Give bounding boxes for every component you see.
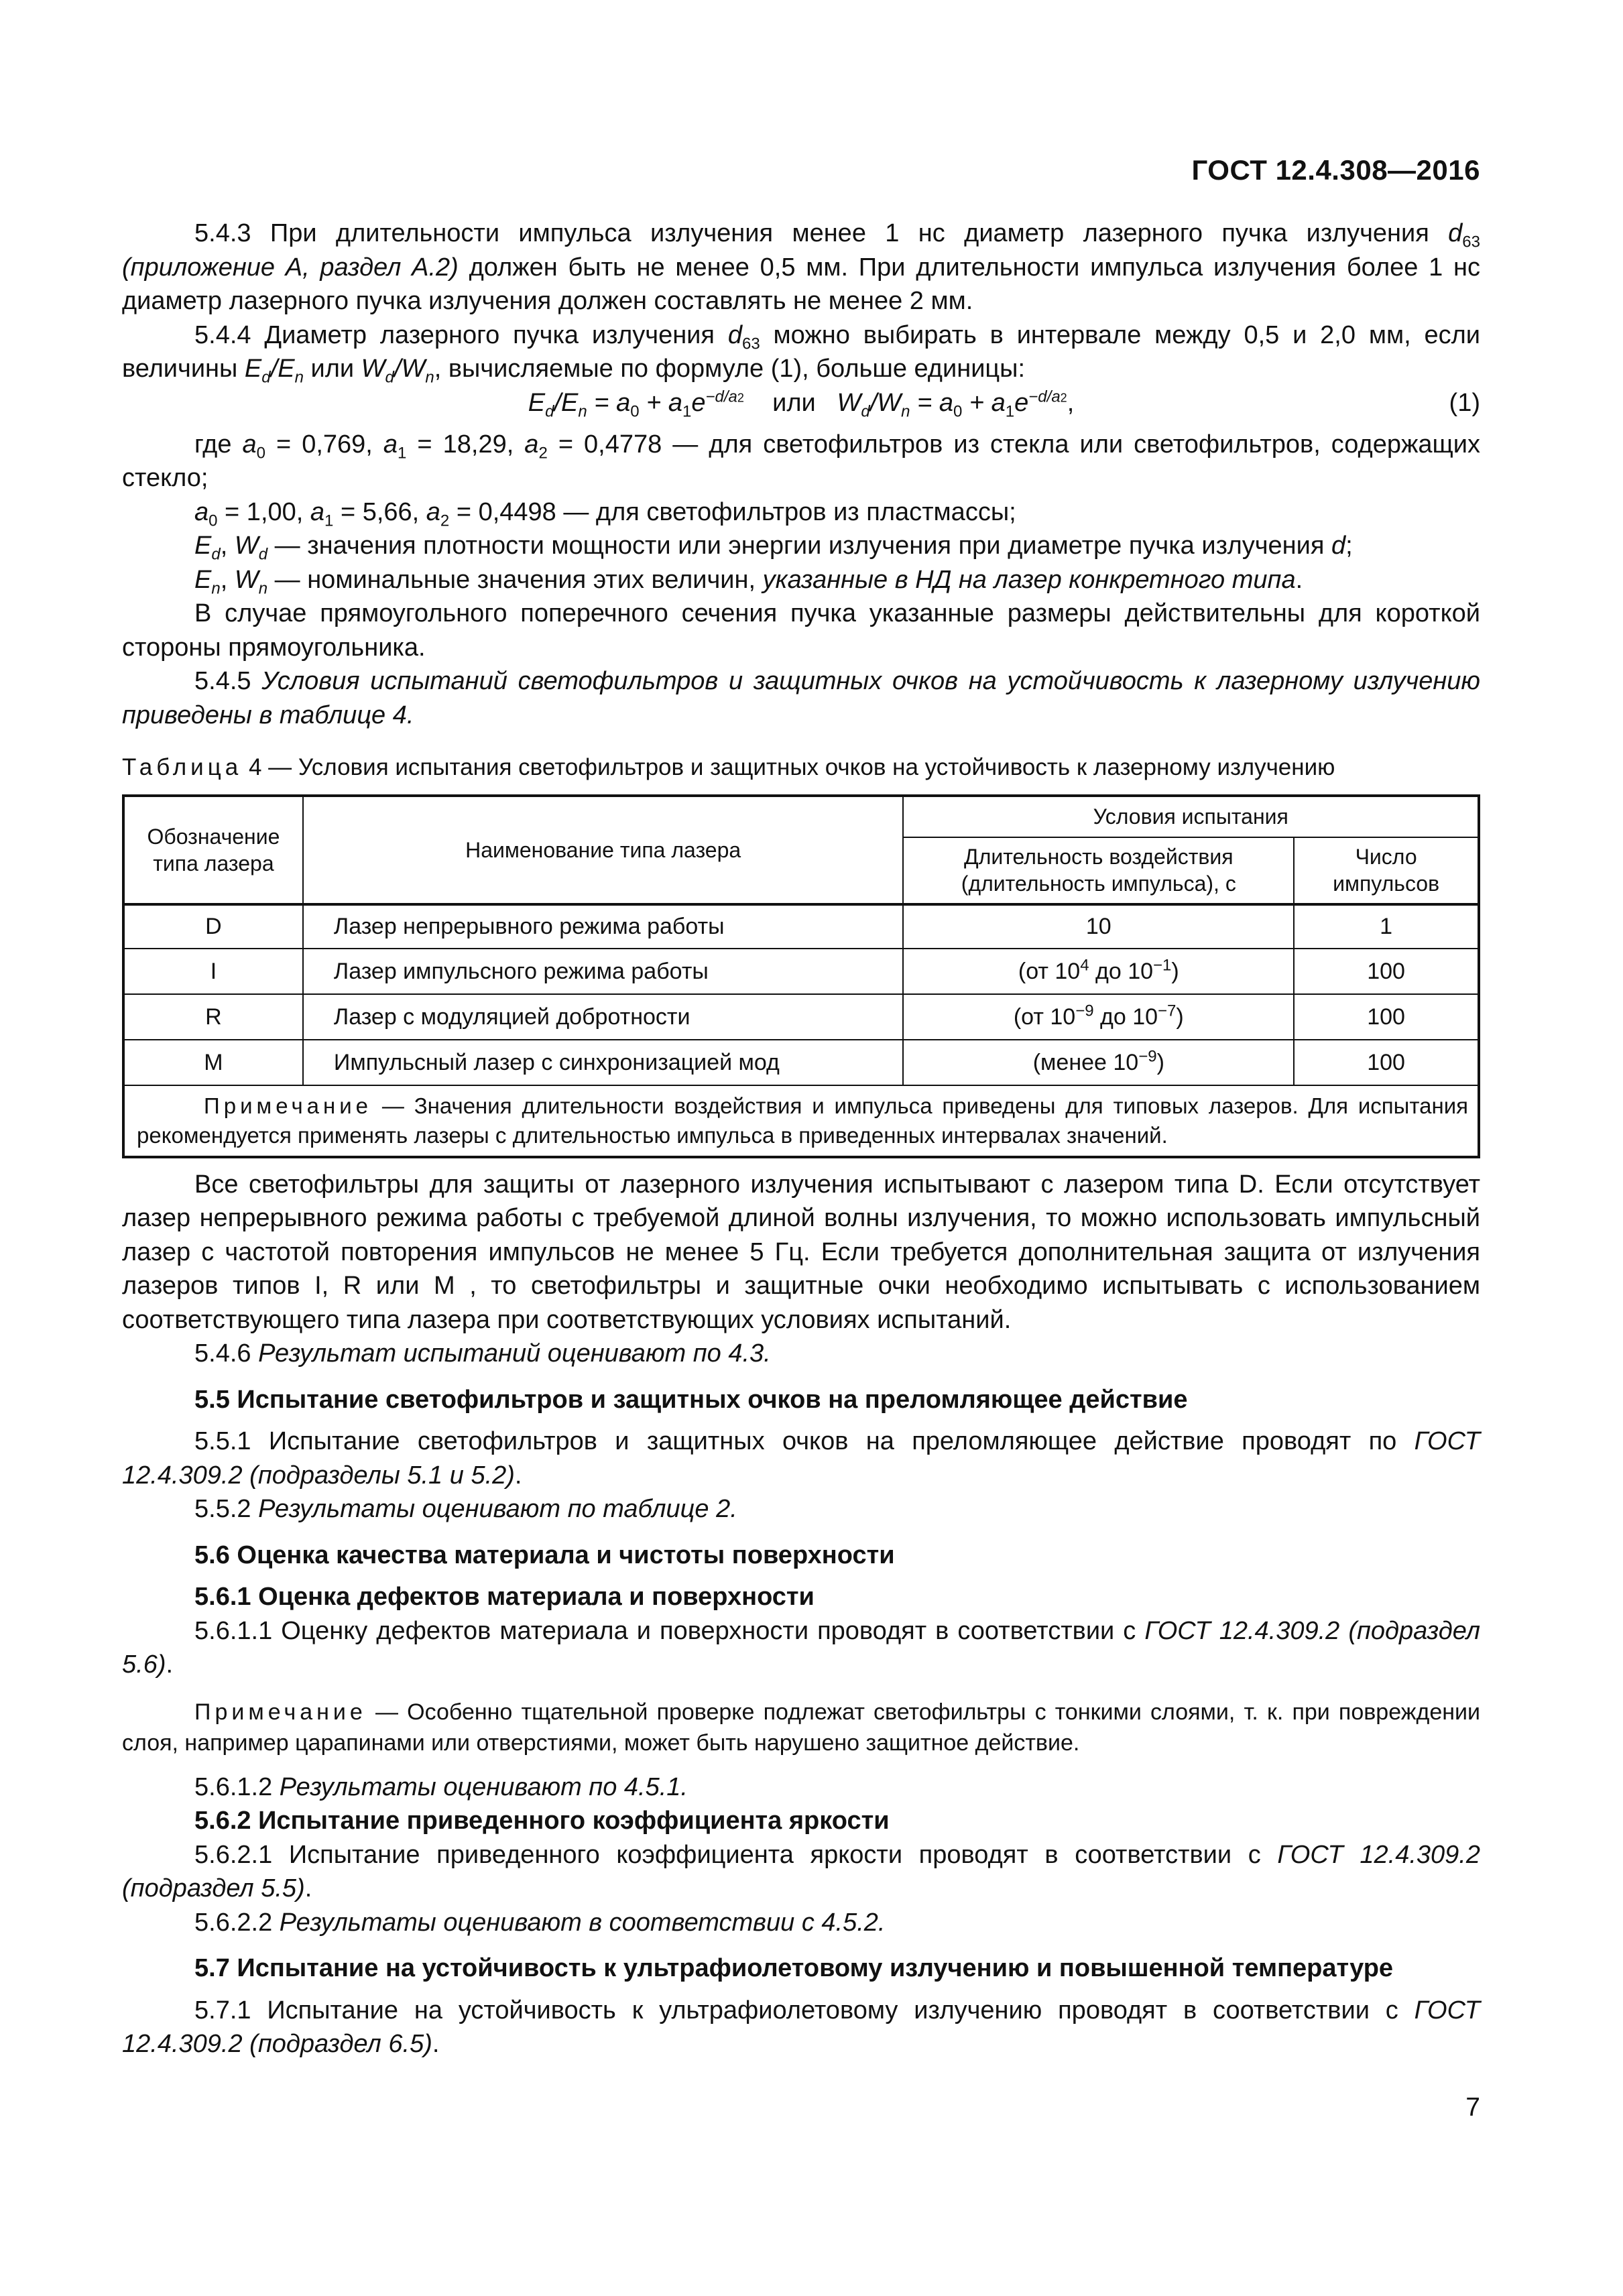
formula-number: (1)	[1449, 388, 1480, 417]
note-5-6-1: Примечание — Особенно тщательной проверке подлежат светофильтры с тонкими слоями, т. к. при повреждении слоя, например царапинами или отверстиями, может быть нарушено защитное действие.	[122, 1699, 1480, 1756]
page-number: 7	[1465, 2093, 1480, 2122]
paragraph-5-4-5: 5.4.5 Условия испытаний светофильтров и защитных очков на устойчивость к лазерному излучению приведены в таблице 4.	[122, 667, 1481, 729]
table-row: I Лазер импульсного режима работы (от $10^4$ до $10^{-1}$) 100	[123, 949, 1479, 994]
header-duration: Длительность воздействия (длительность импульса), с	[903, 837, 1294, 904]
paragraph-5-6-2-1: 5.6.2.1 Испытание приведенного коэффициента яркости проводят в соответствии с ГОСТ 12.4.309.2 (подраздел 5.5).	[122, 1840, 1480, 1902]
document-header-title: ГОСТ 12.4.308—2016	[1191, 154, 1480, 186]
table-row: D Лазер непрерывного режима работы 10 1	[123, 904, 1479, 949]
formula-1	[122, 386, 1480, 428]
section-5-7-title: 5.7 Испытание на устойчивость к ультрафиолетовому излучению и повышенной температуре	[194, 1954, 1394, 1982]
formula-where-glass: где $a_0 = 0,769$, $a_1 = 18,29$, $a_2 = 0,4778$ — для светофильтров из стекла или светофильтров, содержащих стекло;	[122, 430, 1481, 492]
table-row: R Лазер с модуляцией добротности (от $10^{-9}$ до $10^{-7}$) 100	[123, 994, 1479, 1040]
paragraph-5-6-1-1: 5.6.1.1 Оценку дефектов материала и поверхности проводят в соответствии с ГОСТ 12.4.309.2 (подраздел 5.6).	[122, 1616, 1480, 1679]
main-content	[122, 217, 1480, 2061]
table-4-caption: Таблица 4 — Условия испытания светофильтров и защитных очков на устойчивость к лазерному излучению	[122, 754, 1335, 780]
table-row: M Импульсный лазер с синхронизацией мод (менее $10^{-9}$) 100	[123, 1040, 1479, 1085]
paragraph-5-4-4: 5.4.4 Диаметр лазерного пучка излучения $d_{63}$ можно выбирать в интервале между 0,5 и 2,0 мм, если величины $E_d/E_n$ или $W_d/W_n$, вычисляемые по формуле (1), больше единицы:	[122, 320, 1480, 387]
paragraph-5-5-1: 5.5.1 Испытание светофильтров и защитных очков на преломляющее действие проводят по ГОСТ 12.4.309.2 (подразделы 5.1 и 5.2).	[122, 1427, 1480, 1490]
formula-expression: $E_d/E_n = a_0 + a_1e^{-d/a2}$ или $W_d/W_n = a_0 + a_1e^{-d/a2}$,	[528, 387, 1075, 421]
paragraph-5-7-1: 5.7.1 Испытание на устойчивость к ультрафиолетовому излучению проводят в соответствии с ГОСТ 12.4.309.2 (подраздел 6.5).	[122, 1996, 1480, 2058]
paragraph-5-5-2: 5.5.2 Результаты оценивают по таблице 2.	[194, 1495, 737, 1523]
table-4-note: Примечание — Значения длительности воздействия и импульса приведены для типовых лазеров. Для испытания рекомендуется применять лазеры с длительностью импульса в приведенных интервалах значений.	[123, 1085, 1479, 1157]
paragraph-5-6-2-2: 5.6.2.2 Результаты оценивают в соответствии с 4.5.2.	[194, 1908, 886, 1937]
formula-where-en: $E_n$, $W_n$ — номинальные значения этих величин, указанные в НД на лазер конкретного типа.	[194, 565, 1303, 598]
paragraph-after-table: Все светофильтры для защиты от лазерного излучения испытывают с лазером типа D. Если отсутствует лазер непрерывного режима работы с требуемой длиной волны излучения, то можно использовать импульсный лазер с частотой повторения импульсов не менее 5 Гц. Если требуется дополнительная защита от излучения лазеров типов I, R или M , то светофильтры и защитные очки необходимо испытывать с использованием соответствующего типа лазера при соответствующих условиях испытаний.	[122, 1170, 1480, 1334]
section-5-6-title: 5.6 Оценка качества материала и чистоты поверхности	[194, 1540, 895, 1569]
table-4	[122, 794, 1480, 1158]
subsection-5-6-2-title: 5.6.2 Испытание приведенного коэффициента яркости	[194, 1807, 890, 1835]
header-pulse-count: Число импульсов	[1294, 837, 1479, 904]
paragraph-5-6-1-2: 5.6.1.2 Результаты оценивают по 4.5.1.	[194, 1772, 688, 1801]
formula-where-plastic: $a_0 = 1,00$, $a_1 = 5,66$, $a_2 = 0,4498$ — для светофильтров из пластмассы;	[194, 497, 1016, 530]
header-test-conditions: Условия испытания	[903, 796, 1479, 837]
paragraph-5-4-6: 5.4.6 Результат испытаний оценивают по 4.3.	[194, 1339, 771, 1368]
header-laser-name: Наименование типа лазера	[303, 796, 904, 904]
formula-where-ed: $E_d$, $W_d$ — значения плотности мощности или энергии излучения при диаметре пучка излучения d;	[194, 532, 1353, 564]
rectangular-beam-note: В случае прямоугольного поперечного сечения пучка указанные размеры действительны для короткой стороны прямоугольника.	[122, 599, 1480, 662]
subsection-5-6-1-title: 5.6.1 Оценка дефектов материала и поверхности	[194, 1583, 815, 1611]
header-laser-type: Обозначение типа лазера	[123, 796, 303, 904]
paragraph-5-4-3: 5.4.3 При длительности импульса излучения менее 1 нс диаметр лазерного пучка излучения $d_{63}$ (приложение А, раздел А.2) должен быть не менее 0,5 мм. При длительности импульса излучения более 1 нс диаметр лазерного пучка излучения должен составлять не менее 2 мм.	[122, 219, 1480, 315]
section-5-5-title: 5.5 Испытание светофильтров и защитных очков на преломляющее действие	[194, 1385, 1188, 1414]
